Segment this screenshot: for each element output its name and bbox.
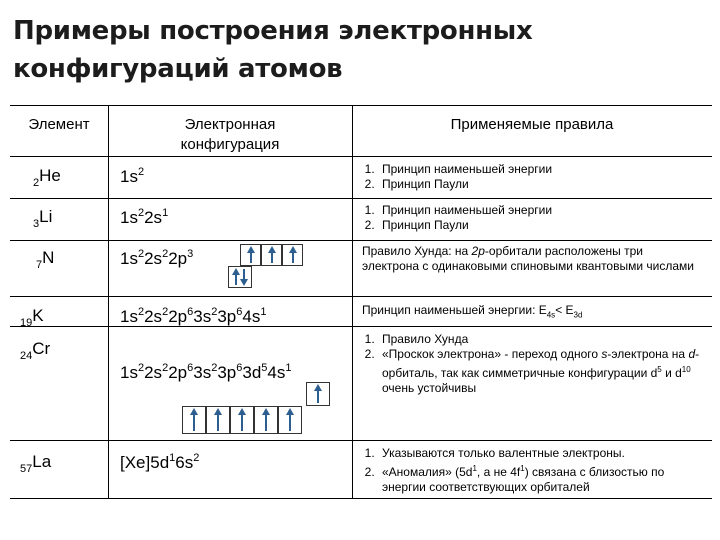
orbital-term: 2p — [168, 307, 188, 326]
orbital-term: 3s — [193, 307, 212, 326]
orbital-term: 2p — [168, 249, 188, 268]
config-la — [120, 452, 199, 473]
orbital-term: 4s — [242, 307, 261, 326]
electron-count: 2 — [137, 248, 145, 260]
electron-count: 2 — [211, 362, 218, 374]
config-he — [120, 166, 144, 187]
row-divider — [10, 296, 712, 297]
element-li: $_3$Li — [33, 207, 53, 230]
orbital-term: 2s — [144, 363, 163, 382]
orbital-term: 2s — [144, 307, 163, 326]
orbital-3d-box — [254, 406, 278, 434]
table-top-border — [10, 105, 712, 106]
row-divider — [10, 198, 712, 199]
orbital-term: 4s — [267, 363, 286, 382]
orbital-2p-box — [282, 244, 303, 266]
orbital-term: 3d — [242, 363, 262, 382]
orbital-term: 2s — [144, 208, 163, 227]
electron-count: 1 — [162, 207, 169, 219]
electron-count: 2 — [162, 248, 169, 260]
element-cr: $_{24}$Cr — [20, 339, 51, 362]
electron-count: 6 — [187, 306, 194, 318]
rule-item: 2. «Проскок электрона» - переход одного s-электрона на d-орбиталь, так как симметричные конфигурации $d^5$ и $d^{10}$ очень устойчивы — [378, 347, 702, 396]
rule-item: 1. Принцип наименьшей энергии — [378, 162, 702, 177]
orbital-term: 3p — [217, 307, 237, 326]
rules-li — [352, 203, 702, 233]
rule-item: 1. Правило Хунда — [378, 332, 702, 347]
orbital-term: 1s — [120, 307, 138, 326]
rule-item: 2. Принцип Паули — [378, 177, 702, 192]
orbital-2p-box — [261, 244, 282, 266]
element-he: $_2$He — [33, 166, 61, 189]
orbital-3d-box — [278, 406, 302, 434]
orbital-term: 3s — [193, 363, 212, 382]
electron-count: 2 — [193, 452, 200, 464]
rules-k: Принцип наименьшей энергии: $E_{4s}< E_{3d}$ — [362, 303, 583, 320]
orbital-term: 1s — [120, 363, 138, 382]
header-rules: Применяемые правила — [450, 116, 614, 133]
rules-la — [352, 446, 702, 495]
orbital-3d-box — [206, 406, 230, 434]
header-config: Электронная конфигурация — [180, 116, 280, 153]
orbital-term: [Xe]5d — [120, 453, 170, 472]
config-k — [120, 306, 266, 327]
electron-count: 5 — [261, 362, 268, 374]
electron-count: 1 — [169, 452, 176, 464]
rule-item: 2. «Аномалия» ($5d^1$, а не $4f^1$) связана с близостью по энергии соответствующих орбиталей — [378, 461, 702, 495]
electron-count: 2 — [137, 306, 145, 318]
table-bottom-border — [10, 498, 712, 499]
rule-item: 1. Указываются только валентные электроны. — [378, 446, 702, 461]
electron-count: 2 — [137, 207, 145, 219]
electron-count: 2 — [162, 362, 169, 374]
rules-he — [352, 162, 702, 192]
electron-count: 1 — [260, 306, 267, 318]
rules-cr — [352, 332, 702, 396]
electron-count: 6 — [236, 362, 243, 374]
orbital-2p-box — [240, 244, 261, 266]
orbital-term: 2p — [168, 363, 188, 382]
electron-count: 6 — [187, 362, 194, 374]
rule-item: 2. Принцип Паули — [378, 218, 702, 233]
column-divider — [108, 105, 109, 498]
electron-count: 2 — [211, 306, 218, 318]
rules-n: Правило Хунда: на 2p-орбитали расположены три электрона с одинаковыми спиновыми квантовыми числами — [362, 244, 694, 273]
electron-count: 2 — [137, 166, 145, 178]
element-k: $_{19}$K — [20, 306, 44, 329]
electron-count: 2 — [137, 362, 145, 374]
element-n: $_7$N — [36, 248, 55, 271]
orbital-term: 2s — [144, 249, 163, 268]
row-divider — [10, 440, 712, 441]
row-divider — [10, 240, 712, 241]
config-cr — [120, 362, 292, 383]
orbital-term: 1s — [120, 208, 138, 227]
element-la: $_{57}$La — [20, 452, 52, 475]
orbital-term: 1s — [120, 249, 138, 268]
page-title: Примеры построения электронных конфигураций атомов — [13, 16, 533, 84]
row-divider — [10, 326, 712, 327]
orbital-term: 6s — [175, 453, 194, 472]
electron-count: 6 — [236, 306, 243, 318]
electron-count: 3 — [187, 248, 194, 260]
config-li — [120, 207, 168, 228]
orbital-term: 1s — [120, 167, 138, 186]
electron-count: 2 — [162, 306, 169, 318]
orbital-term: 3p — [217, 363, 237, 382]
header-element: Элемент — [28, 116, 90, 133]
electron-count: 1 — [285, 362, 292, 374]
orbital-4s-box — [306, 382, 330, 406]
orbital-3d-box — [230, 406, 254, 434]
rule-item: 1. Принцип наименьшей энергии — [378, 203, 702, 218]
orbital-3d-box — [182, 406, 206, 434]
orbital-2s-box — [228, 266, 252, 288]
config-n — [120, 248, 193, 269]
header-bottom-border — [10, 156, 712, 157]
